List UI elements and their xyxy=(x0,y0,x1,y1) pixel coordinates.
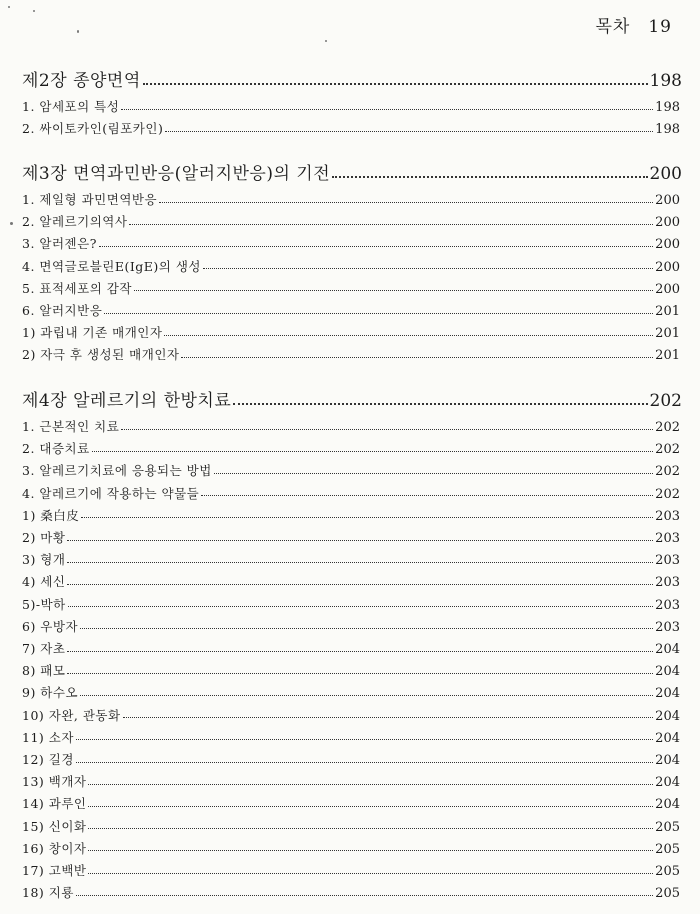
toc-entry-page-number: 200 xyxy=(655,237,680,253)
toc-entry-page-number: 203 xyxy=(655,553,680,569)
toc-entry-label: 2) 자극 후 생성된 매개인자 xyxy=(22,347,180,363)
toc-entry-label: 1. 근본적인 치료 xyxy=(22,419,120,434)
toc-entry xyxy=(22,301,680,319)
toc-entry-page-number: 200 xyxy=(655,215,680,231)
dot-leader xyxy=(233,403,647,405)
toc-entry xyxy=(22,861,680,879)
toc-entry-label: 6) 우방자 xyxy=(22,618,79,634)
toc-entry-label: 10) 자완, 관동화 xyxy=(22,707,121,723)
toc-entry-label: 5. 표적세포의 감작 xyxy=(22,280,132,296)
toc-entry xyxy=(22,506,680,524)
toc-entry-page-number: 203 xyxy=(655,531,680,546)
toc-entry-page-number: 204 xyxy=(655,797,680,813)
dot-leader xyxy=(88,873,653,874)
scan-speck xyxy=(10,222,13,225)
toc-entry-label: 3. 알러젠은? xyxy=(22,236,97,252)
toc-entry-page-number: 198 xyxy=(655,122,680,138)
dot-leader xyxy=(92,451,653,452)
toc-entry-page-number: 200 xyxy=(655,259,680,275)
dot-leader xyxy=(67,562,653,563)
toc-entry-label: 4) 세신 xyxy=(22,574,66,590)
chapter-heading xyxy=(22,66,682,91)
toc-entry-page-number: 204 xyxy=(655,730,680,746)
toc-entry-page-number: 200 xyxy=(655,193,680,208)
dot-leader xyxy=(76,895,653,896)
dot-leader xyxy=(165,131,653,132)
dot-leader xyxy=(68,606,653,607)
toc-entry-label: 2. 대증치료 xyxy=(22,441,90,457)
toc-entry-page-number: 204 xyxy=(655,664,680,680)
toc-entry xyxy=(22,839,680,857)
toc-entry-label: 1. 암세포의 특성 xyxy=(22,99,120,114)
toc-entry-page-number: 205 xyxy=(655,841,680,857)
toc-entry xyxy=(22,572,680,590)
toc-entry xyxy=(22,550,680,568)
toc-entry-page-number: 202 xyxy=(655,486,680,502)
toc-entry xyxy=(22,323,680,341)
toc-entry xyxy=(22,212,680,230)
toc-entry-page-number: 205 xyxy=(655,819,680,835)
dot-leader xyxy=(99,246,653,247)
toc-entry xyxy=(22,345,680,363)
toc-entry-page-number: 201 xyxy=(655,304,680,319)
dot-leader xyxy=(181,357,653,358)
chapter-heading-label: 제4장 알레르기의 한방치료 xyxy=(22,391,232,411)
toc-entry-page-number: 202 xyxy=(655,442,680,458)
toc-entry xyxy=(22,617,680,635)
toc-entry xyxy=(22,794,680,812)
toc-entry xyxy=(22,119,680,137)
toc-entry-page-number: 202 xyxy=(655,420,680,435)
dot-leader xyxy=(67,673,653,674)
toc-entry xyxy=(22,639,680,657)
toc-entry xyxy=(22,279,680,297)
dot-leader xyxy=(76,762,653,763)
dot-leader xyxy=(159,202,653,203)
toc-entry-page-number: 200 xyxy=(655,281,680,297)
toc-entry xyxy=(22,417,680,435)
toc-entry-label: 1. 제일형 과민면역반응 xyxy=(22,192,158,207)
toc-entry-page-number: 198 xyxy=(655,100,680,115)
toc-entry-page-number: 201 xyxy=(655,326,680,342)
dot-leader xyxy=(104,313,653,314)
toc-entry-page-number: 204 xyxy=(655,775,680,791)
toc-entry-label: 7) 자초 xyxy=(22,641,66,656)
dot-leader xyxy=(203,268,653,269)
dot-leader xyxy=(123,717,654,718)
toc-entry-page-number: 205 xyxy=(655,886,680,902)
scan-speck xyxy=(77,30,79,33)
dot-leader xyxy=(88,806,653,807)
toc-entry-label: 2. 싸이토카인(림포카인) xyxy=(22,121,164,137)
toc-entry-label: 2) 마황 xyxy=(22,530,66,545)
dot-leader xyxy=(201,495,653,496)
dot-leader xyxy=(121,109,653,110)
toc-entry-label: 14) 과루인 xyxy=(22,796,87,812)
toc-entry xyxy=(22,484,680,502)
toc-entry-label: 4. 알레르기에 작용하는 약물들 xyxy=(22,485,200,501)
toc-entry xyxy=(22,190,680,208)
toc-entry-page-number: 204 xyxy=(655,708,680,724)
toc-entry xyxy=(22,728,680,746)
scan-speck xyxy=(8,6,10,8)
toc-entry xyxy=(22,750,680,768)
dot-leader xyxy=(67,584,653,585)
chapter-heading-page-number: 202 xyxy=(649,391,682,411)
dot-leader xyxy=(80,628,653,629)
toc-entry xyxy=(22,461,680,479)
chapter-heading-label: 제2장 종양면역 xyxy=(22,71,141,91)
dot-leader xyxy=(76,739,653,740)
toc-entry-page-number: 204 xyxy=(655,642,680,657)
chapter-heading-label: 제3장 면역과민반응(알러지반응)의 기전 xyxy=(22,164,331,184)
toc-entry xyxy=(22,257,680,275)
toc-entry xyxy=(22,439,680,457)
toc-entry-page-number: 202 xyxy=(655,464,680,480)
toc-entry xyxy=(22,97,680,115)
scan-speck xyxy=(325,40,327,42)
chapter-heading xyxy=(22,386,682,411)
toc-entry-label: 3) 형개 xyxy=(22,552,66,568)
dot-leader xyxy=(332,176,647,178)
dot-leader xyxy=(81,517,653,518)
toc-entry-page-number: 201 xyxy=(655,348,680,364)
toc-entry xyxy=(22,772,680,790)
toc-entry xyxy=(22,595,680,613)
toc-entry-label: 16) 창이자 xyxy=(22,840,87,856)
dot-leader xyxy=(129,224,653,225)
dot-leader xyxy=(134,290,653,291)
toc-entry xyxy=(22,817,680,835)
chapter-heading xyxy=(22,159,682,184)
header-page-number: 19 xyxy=(648,17,672,37)
scan-speck xyxy=(33,10,35,12)
toc-entry-label: 1) 과립내 기존 매개인자 xyxy=(22,325,163,341)
toc-entry-page-number: 203 xyxy=(655,508,680,524)
toc-entry xyxy=(22,883,680,901)
toc-entry xyxy=(22,234,680,252)
toc-entry-label: 18) 지룡 xyxy=(22,885,74,901)
toc-entry-page-number: 204 xyxy=(655,753,680,768)
toc-entry-label: 4. 면역글로블린E(IgE)의 생성 xyxy=(22,258,201,274)
chapter-heading-page-number: 198 xyxy=(649,71,682,91)
dot-leader xyxy=(214,473,653,474)
toc-entry-label: 15) 신이화 xyxy=(22,818,87,834)
toc-entry-page-number: 204 xyxy=(655,686,680,702)
toc-entry-label: 13) 백개자 xyxy=(22,774,87,790)
dot-leader xyxy=(121,429,653,430)
toc-entry-page-number: 203 xyxy=(655,575,680,591)
dot-leader xyxy=(88,850,653,851)
dot-leader xyxy=(67,540,653,541)
toc-entry-label: 1) 桑白皮 xyxy=(22,507,80,523)
toc-entry-label: 6. 알러지반응 xyxy=(22,303,103,318)
toc-entry xyxy=(22,683,680,701)
chapter-heading-page-number: 200 xyxy=(649,164,682,184)
toc-entry-label: 2. 알레르기의역사 xyxy=(22,214,128,230)
toc-entry-label: 3. 알레르기치료에 응용되는 방법 xyxy=(22,463,212,479)
toc-entry-label: 9) 하수오 xyxy=(22,685,79,701)
dot-leader xyxy=(80,695,653,696)
toc-entry-label: 5)-박하 xyxy=(22,596,66,612)
toc-entry-label: 11) 소자 xyxy=(22,729,74,745)
dot-leader xyxy=(67,651,653,652)
dot-leader xyxy=(88,784,653,785)
toc-entry-label: 12) 길경 xyxy=(22,752,74,767)
toc-entry xyxy=(22,706,680,724)
dot-leader xyxy=(88,828,653,829)
toc-entry xyxy=(22,528,680,546)
dot-leader xyxy=(143,83,648,85)
toc-entry-page-number: 203 xyxy=(655,619,680,635)
toc-entry-label: 8) 패모 xyxy=(22,663,66,679)
toc-entry-page-number: 203 xyxy=(655,597,680,613)
toc-entry xyxy=(22,661,680,679)
toc-entry-page-number: 205 xyxy=(655,864,680,879)
header-section-title: 목차 xyxy=(595,17,631,37)
toc-entry-label: 17) 고백반 xyxy=(22,863,87,878)
dot-leader xyxy=(164,335,653,336)
